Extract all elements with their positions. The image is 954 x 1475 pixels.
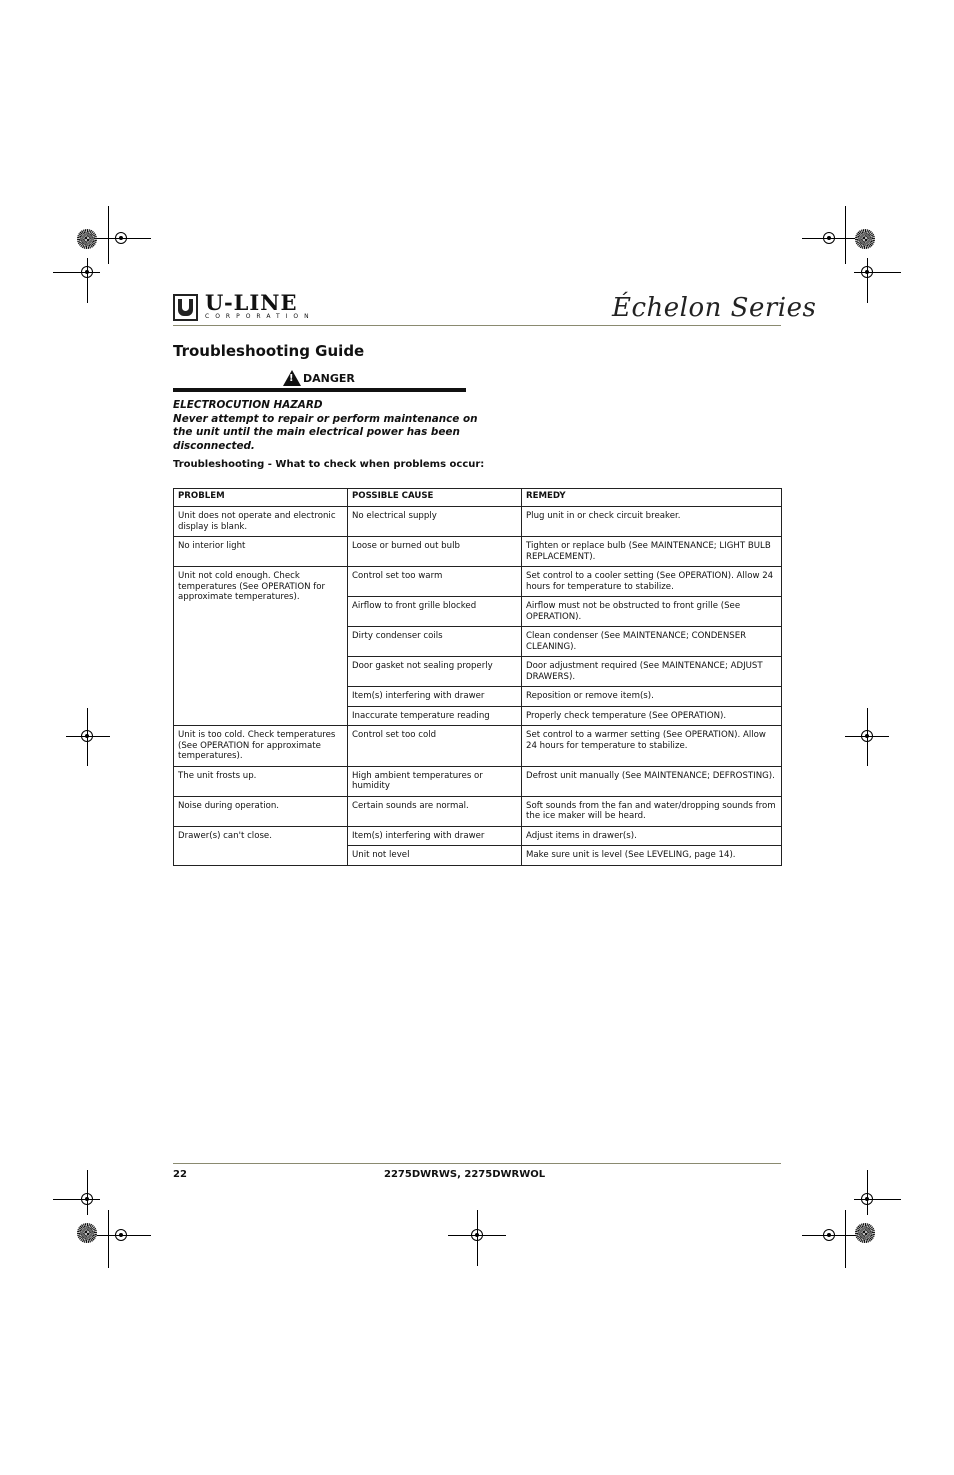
hazard-line: the unit until the main electrical power has been (173, 426, 460, 438)
remedy-cell: Airflow must not be obstructed to front grille (See OPERATION). (522, 597, 782, 627)
remedy-cell: Reposition or remove item(s). (522, 687, 782, 707)
color-bar-disc-icon (77, 229, 97, 249)
cause-cell: No electrical supply (348, 507, 522, 537)
table-row (174, 567, 782, 597)
header-divider (173, 325, 781, 326)
danger-divider (173, 388, 466, 392)
hazard-line: Never attempt to repair or perform maintenance on (173, 412, 478, 425)
problem-cell: Unit does not operate and electronic display is blank. (174, 507, 348, 537)
table-row (174, 826, 782, 846)
cause-cell: High ambient temperatures or humidity (348, 766, 522, 796)
remedy-cell: Adjust items in drawer(s). (522, 826, 782, 846)
cause-cell: Unit not level (348, 846, 522, 866)
hazard-warning (173, 399, 478, 453)
page-number: 22 (173, 1169, 187, 1180)
table-row (174, 537, 782, 567)
color-bar-disc-icon (77, 1223, 97, 1243)
table-row (174, 507, 782, 537)
problem-cell: Noise during operation. (174, 796, 348, 826)
color-bar-disc-icon (855, 229, 875, 249)
problem-cell: Unit not cold enough. Check temperatures (See OPERATION for approximate temperatures). (174, 567, 348, 726)
uline-logo-icon (173, 294, 198, 321)
danger-label (283, 370, 355, 386)
problem-cell: The unit frosts up. (174, 766, 348, 796)
problem-cell: No interior light (174, 537, 348, 567)
remedy-cell: Set control to a warmer setting (See OPERATION). Allow 24 hours for temperature to stabilize. (522, 726, 782, 767)
remedy-cell: Soft sounds from the fan and water/dropping sounds from the ice maker will be heard. (522, 796, 782, 826)
brand-subtitle: CORPORATION (205, 313, 315, 320)
hazard-title: ELECTROCUTION HAZARD (173, 399, 323, 411)
remedy-cell: Set control to a cooler setting (See OPERATION). Allow 24 hours for temperature to stabilize. (522, 567, 782, 597)
problem-cell: Unit is too cold. Check temperatures (See OPERATION for approximate temperatures). (174, 726, 348, 767)
footer-divider (173, 1163, 781, 1164)
cause-cell: Dirty condenser coils (348, 627, 522, 657)
page-title: Troubleshooting Guide (173, 342, 365, 360)
remedy-cell: Plug unit in or check circuit breaker. (522, 507, 782, 537)
remedy-cell: Make sure unit is level (See LEVELING, page 14). (522, 846, 782, 866)
column-header-cause: POSSIBLE CAUSE (348, 489, 522, 507)
table-row (174, 796, 782, 826)
column-header-problem: PROBLEM (174, 489, 348, 507)
table-row (174, 726, 782, 767)
cause-cell: Item(s) interfering with drawer (348, 687, 522, 707)
table-header-row (174, 489, 782, 507)
cause-cell: Certain sounds are normal. (348, 796, 522, 826)
model-numbers: 2275DWRWS, 2275DWRWOL (384, 1169, 546, 1180)
cause-cell: Control set too warm (348, 567, 522, 597)
cause-cell: Inaccurate temperature reading (348, 706, 522, 726)
hazard-line: disconnected. (173, 439, 255, 452)
cause-cell: Control set too cold (348, 726, 522, 767)
danger-text: DANGER (303, 371, 355, 385)
remedy-cell: Door adjustment required (See MAINTENANCE; ADJUST DRAWERS). (522, 657, 782, 687)
remedy-cell: Defrost unit manually (See MAINTENANCE; DEFROSTING). (522, 766, 782, 796)
problem-cell: Drawer(s) can't close. (174, 826, 348, 865)
column-header-remedy: REMEDY (522, 489, 782, 507)
warning-triangle-icon: ! (283, 370, 301, 386)
color-bar-disc-icon (855, 1223, 875, 1243)
cause-cell: Airflow to front grille blocked (348, 597, 522, 627)
brand-name: U-LINE (205, 290, 298, 315)
section-subheading: Troubleshooting - What to check when problems occur: (173, 459, 485, 470)
cause-cell: Loose or burned out bulb (348, 537, 522, 567)
remedy-cell: Properly check temperature (See OPERATION). (522, 706, 782, 726)
remedy-cell: Clean condenser (See MAINTENANCE; CONDENSER CLEANING). (522, 627, 782, 657)
cause-cell: Door gasket not sealing properly (348, 657, 522, 687)
cause-cell: Item(s) interfering with drawer (348, 826, 522, 846)
table-row (174, 766, 782, 796)
series-logo: Échelon Series (612, 293, 817, 323)
remedy-cell: Tighten or replace bulb (See MAINTENANCE; LIGHT BULB REPLACEMENT). (522, 537, 782, 567)
troubleshooting-table (173, 488, 782, 866)
